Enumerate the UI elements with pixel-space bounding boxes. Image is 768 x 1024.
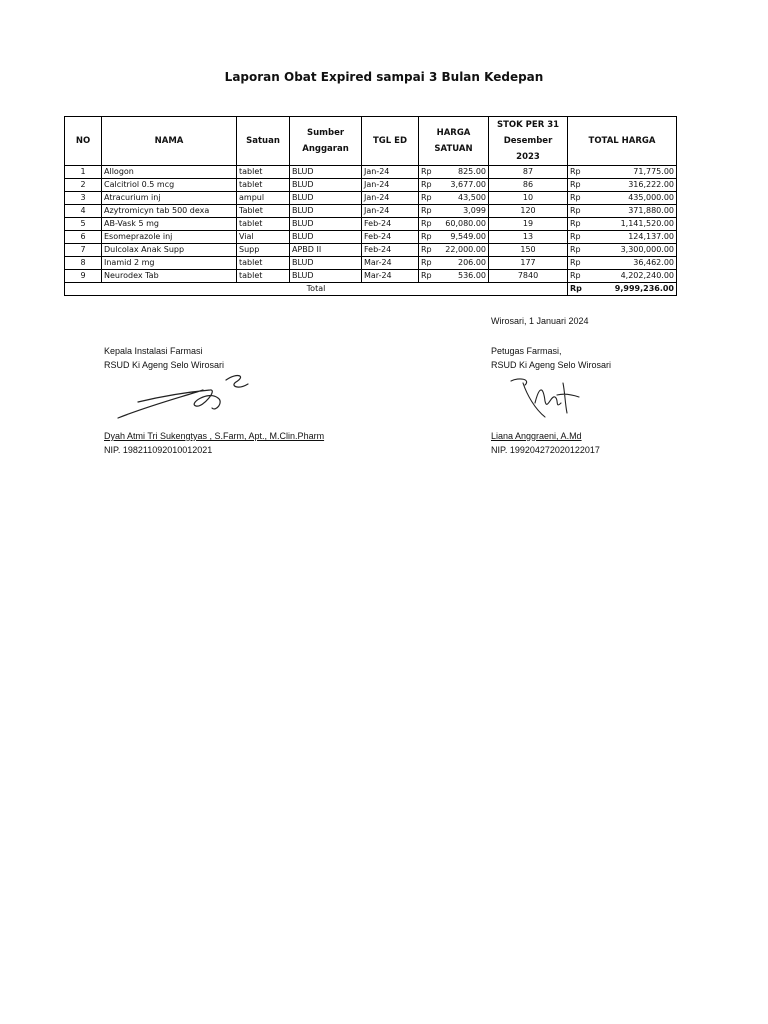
cell-tgl: Feb-24: [362, 244, 419, 257]
header-nama: NAMA: [102, 117, 237, 166]
cell-stok: 10: [489, 192, 568, 205]
cell-harga: [419, 231, 489, 244]
harga-value: 3,099: [463, 206, 486, 215]
currency-label: Rp: [570, 180, 581, 189]
left-signature-image: [108, 368, 258, 428]
harga-value: 825.00: [458, 167, 486, 176]
cell-harga: [419, 218, 489, 231]
table-row: [65, 192, 677, 205]
left-signatory-nip: NIP. 198211092010012021: [104, 445, 213, 455]
table-header-row: [65, 117, 677, 166]
currency-label: Rp: [570, 219, 581, 228]
currency-label: Rp: [570, 284, 582, 293]
total-value: 3,300,000.00: [620, 245, 674, 254]
right-signatory-header: [491, 344, 611, 372]
cell-sumber: BLUD: [290, 179, 362, 192]
header-no: NO: [65, 117, 102, 166]
currency-label: Rp: [421, 245, 432, 254]
cell-satuan: Supp: [237, 244, 290, 257]
cell-sumber: APBD II: [290, 244, 362, 257]
harga-value: 9,549.00: [450, 232, 486, 241]
total-value: 71,775.00: [633, 167, 674, 176]
cell-tgl: Jan-24: [362, 192, 419, 205]
cell-no: 3: [65, 192, 102, 205]
cell-total: [568, 231, 677, 244]
expired-drugs-table: [64, 116, 677, 296]
table-row: [65, 270, 677, 283]
cell-no: 8: [65, 257, 102, 270]
left-signatory-footer: [104, 429, 324, 457]
total-value: 4,202,240.00: [620, 271, 674, 280]
header-harga-line1: HARGA: [436, 128, 471, 138]
currency-label: Rp: [570, 232, 581, 241]
table-row: [65, 257, 677, 270]
harga-value: 206.00: [458, 258, 486, 267]
cell-stok: 86: [489, 179, 568, 192]
currency-label: Rp: [570, 206, 581, 215]
currency-label: Rp: [421, 271, 432, 280]
right-signatory-org: RSUD Ki Ageng Selo Wirosari: [491, 360, 612, 370]
header-total-harga: TOTAL HARGA: [568, 117, 677, 166]
harga-value: 3,677.00: [450, 180, 486, 189]
cell-sumber: BLUD: [290, 257, 362, 270]
header-stok: [489, 117, 568, 166]
total-value: 435,000.00: [628, 193, 674, 202]
cell-nama: Atracurium inj: [102, 192, 237, 205]
header-stok-line3: 2023: [516, 152, 540, 162]
table-row: [65, 179, 677, 192]
right-signatory-title: Petugas Farmasi,: [491, 346, 562, 356]
cell-sumber: BLUD: [290, 270, 362, 283]
header-sumber-line2: Anggaran: [302, 144, 349, 154]
cell-nama: Neurodex Tab: [102, 270, 237, 283]
cell-total: [568, 179, 677, 192]
table-row: [65, 231, 677, 244]
left-signatory-title: Kepala Instalasi Farmasi: [104, 346, 203, 356]
cell-no: 2: [65, 179, 102, 192]
cell-total: [568, 166, 677, 179]
cell-total: [568, 244, 677, 257]
header-sumber-anggaran: [290, 117, 362, 166]
cell-nama: AB-Vask 5 mg: [102, 218, 237, 231]
currency-label: Rp: [421, 180, 432, 189]
harga-value: 22,000.00: [445, 245, 486, 254]
cell-no: 7: [65, 244, 102, 257]
total-amount-cell: [568, 283, 677, 296]
currency-label: Rp: [421, 193, 432, 202]
cell-satuan: Vial: [237, 231, 290, 244]
cell-satuan: Tablet: [237, 205, 290, 218]
harga-value: 536.00: [458, 271, 486, 280]
cell-satuan: ampul: [237, 192, 290, 205]
cell-harga: [419, 192, 489, 205]
table-row: [65, 218, 677, 231]
right-signature-image: [505, 373, 585, 423]
cell-tgl: Feb-24: [362, 231, 419, 244]
cell-sumber: BLUD: [290, 192, 362, 205]
cell-no: 9: [65, 270, 102, 283]
table-row: [65, 205, 677, 218]
header-satuan: Satuan: [237, 117, 290, 166]
cell-harga: [419, 179, 489, 192]
currency-label: Rp: [421, 258, 432, 267]
total-value: 316,222.00: [628, 180, 674, 189]
currency-label: Rp: [421, 206, 432, 215]
cell-stok: 177: [489, 257, 568, 270]
header-harga-satuan: [419, 117, 489, 166]
cell-nama: Esomeprazole inj: [102, 231, 237, 244]
right-signatory-footer: [491, 429, 600, 457]
total-value: 371,880.00: [628, 206, 674, 215]
cell-harga: [419, 270, 489, 283]
cell-nama: Allogon: [102, 166, 237, 179]
cell-satuan: tablet: [237, 218, 290, 231]
cell-total: [568, 218, 677, 231]
cell-tgl: Jan-24: [362, 166, 419, 179]
cell-sumber: BLUD: [290, 218, 362, 231]
cell-stok: 7840: [489, 270, 568, 283]
cell-no: 1: [65, 166, 102, 179]
currency-label: Rp: [570, 193, 581, 202]
cell-stok: 150: [489, 244, 568, 257]
table-row: [65, 166, 677, 179]
cell-harga: [419, 244, 489, 257]
cell-tgl: Jan-24: [362, 179, 419, 192]
left-signatory-name: Dyah Atmi Tri Sukengtyas , S.Farm, Apt., M.Clin.Pharm: [104, 431, 325, 441]
cell-total: [568, 205, 677, 218]
cell-total: [568, 192, 677, 205]
cell-harga: [419, 257, 489, 270]
cell-satuan: tablet: [237, 257, 290, 270]
cell-stok: 87: [489, 166, 568, 179]
left-signatory-org: RSUD Ki Ageng Selo Wirosari: [104, 360, 225, 370]
cell-satuan: tablet: [237, 179, 290, 192]
cell-sumber: BLUD: [290, 231, 362, 244]
cell-sumber: BLUD: [290, 166, 362, 179]
cell-total: [568, 270, 677, 283]
header-stok-line1: STOK PER 31: [496, 120, 560, 130]
place-date: Wirosari, 1 Januari 2024: [491, 316, 589, 326]
cell-tgl: Mar-24: [362, 270, 419, 283]
cell-satuan: tablet: [237, 270, 290, 283]
report-title: Laporan Obat Expired sampai 3 Bulan Kedepan: [224, 70, 544, 84]
currency-label: Rp: [421, 167, 432, 176]
grand-total-value: 9,999,236.00: [614, 284, 674, 293]
total-value: 1,141,520.00: [620, 219, 674, 228]
cell-tgl: Feb-24: [362, 218, 419, 231]
header-tgl-ed: TGL ED: [362, 117, 419, 166]
total-value: 124,137.00: [628, 232, 674, 241]
total-value: 36,462.00: [633, 258, 674, 267]
total-label: Total: [65, 283, 568, 296]
header-sumber-line1: Sumber: [306, 128, 345, 138]
cell-no: 4: [65, 205, 102, 218]
cell-tgl: Jan-24: [362, 205, 419, 218]
currency-label: Rp: [421, 219, 432, 228]
cell-total: [568, 257, 677, 270]
cell-stok: 19: [489, 218, 568, 231]
cell-tgl: Mar-24: [362, 257, 419, 270]
cell-stok: 13: [489, 231, 568, 244]
currency-label: Rp: [570, 245, 581, 254]
header-harga-line2: SATUAN: [434, 144, 473, 154]
cell-no: 6: [65, 231, 102, 244]
cell-nama: Calcitriol 0.5 mcg: [102, 179, 237, 192]
table-row: [65, 244, 677, 257]
harga-value: 43,500: [458, 193, 486, 202]
harga-value: 60,080.00: [445, 219, 486, 228]
total-row: [65, 283, 677, 296]
cell-no: 5: [65, 218, 102, 231]
right-signatory-nip: NIP. 199204272020122017: [491, 445, 600, 455]
cell-satuan: tablet: [237, 166, 290, 179]
header-stok-line2: Desember: [503, 136, 553, 146]
currency-label: Rp: [570, 271, 581, 280]
cell-sumber: BLUD: [290, 205, 362, 218]
cell-harga: [419, 205, 489, 218]
currency-label: Rp: [570, 167, 581, 176]
cell-stok: 120: [489, 205, 568, 218]
cell-harga: [419, 166, 489, 179]
cell-nama: Azytromicyn tab 500 dexa: [102, 205, 237, 218]
currency-label: Rp: [570, 258, 581, 267]
cell-nama: Inamid 2 mg: [102, 257, 237, 270]
currency-label: Rp: [421, 232, 432, 241]
right-signatory-name: Liana Anggraeni, A.Md: [491, 431, 582, 441]
cell-nama: Dulcolax Anak Supp: [102, 244, 237, 257]
